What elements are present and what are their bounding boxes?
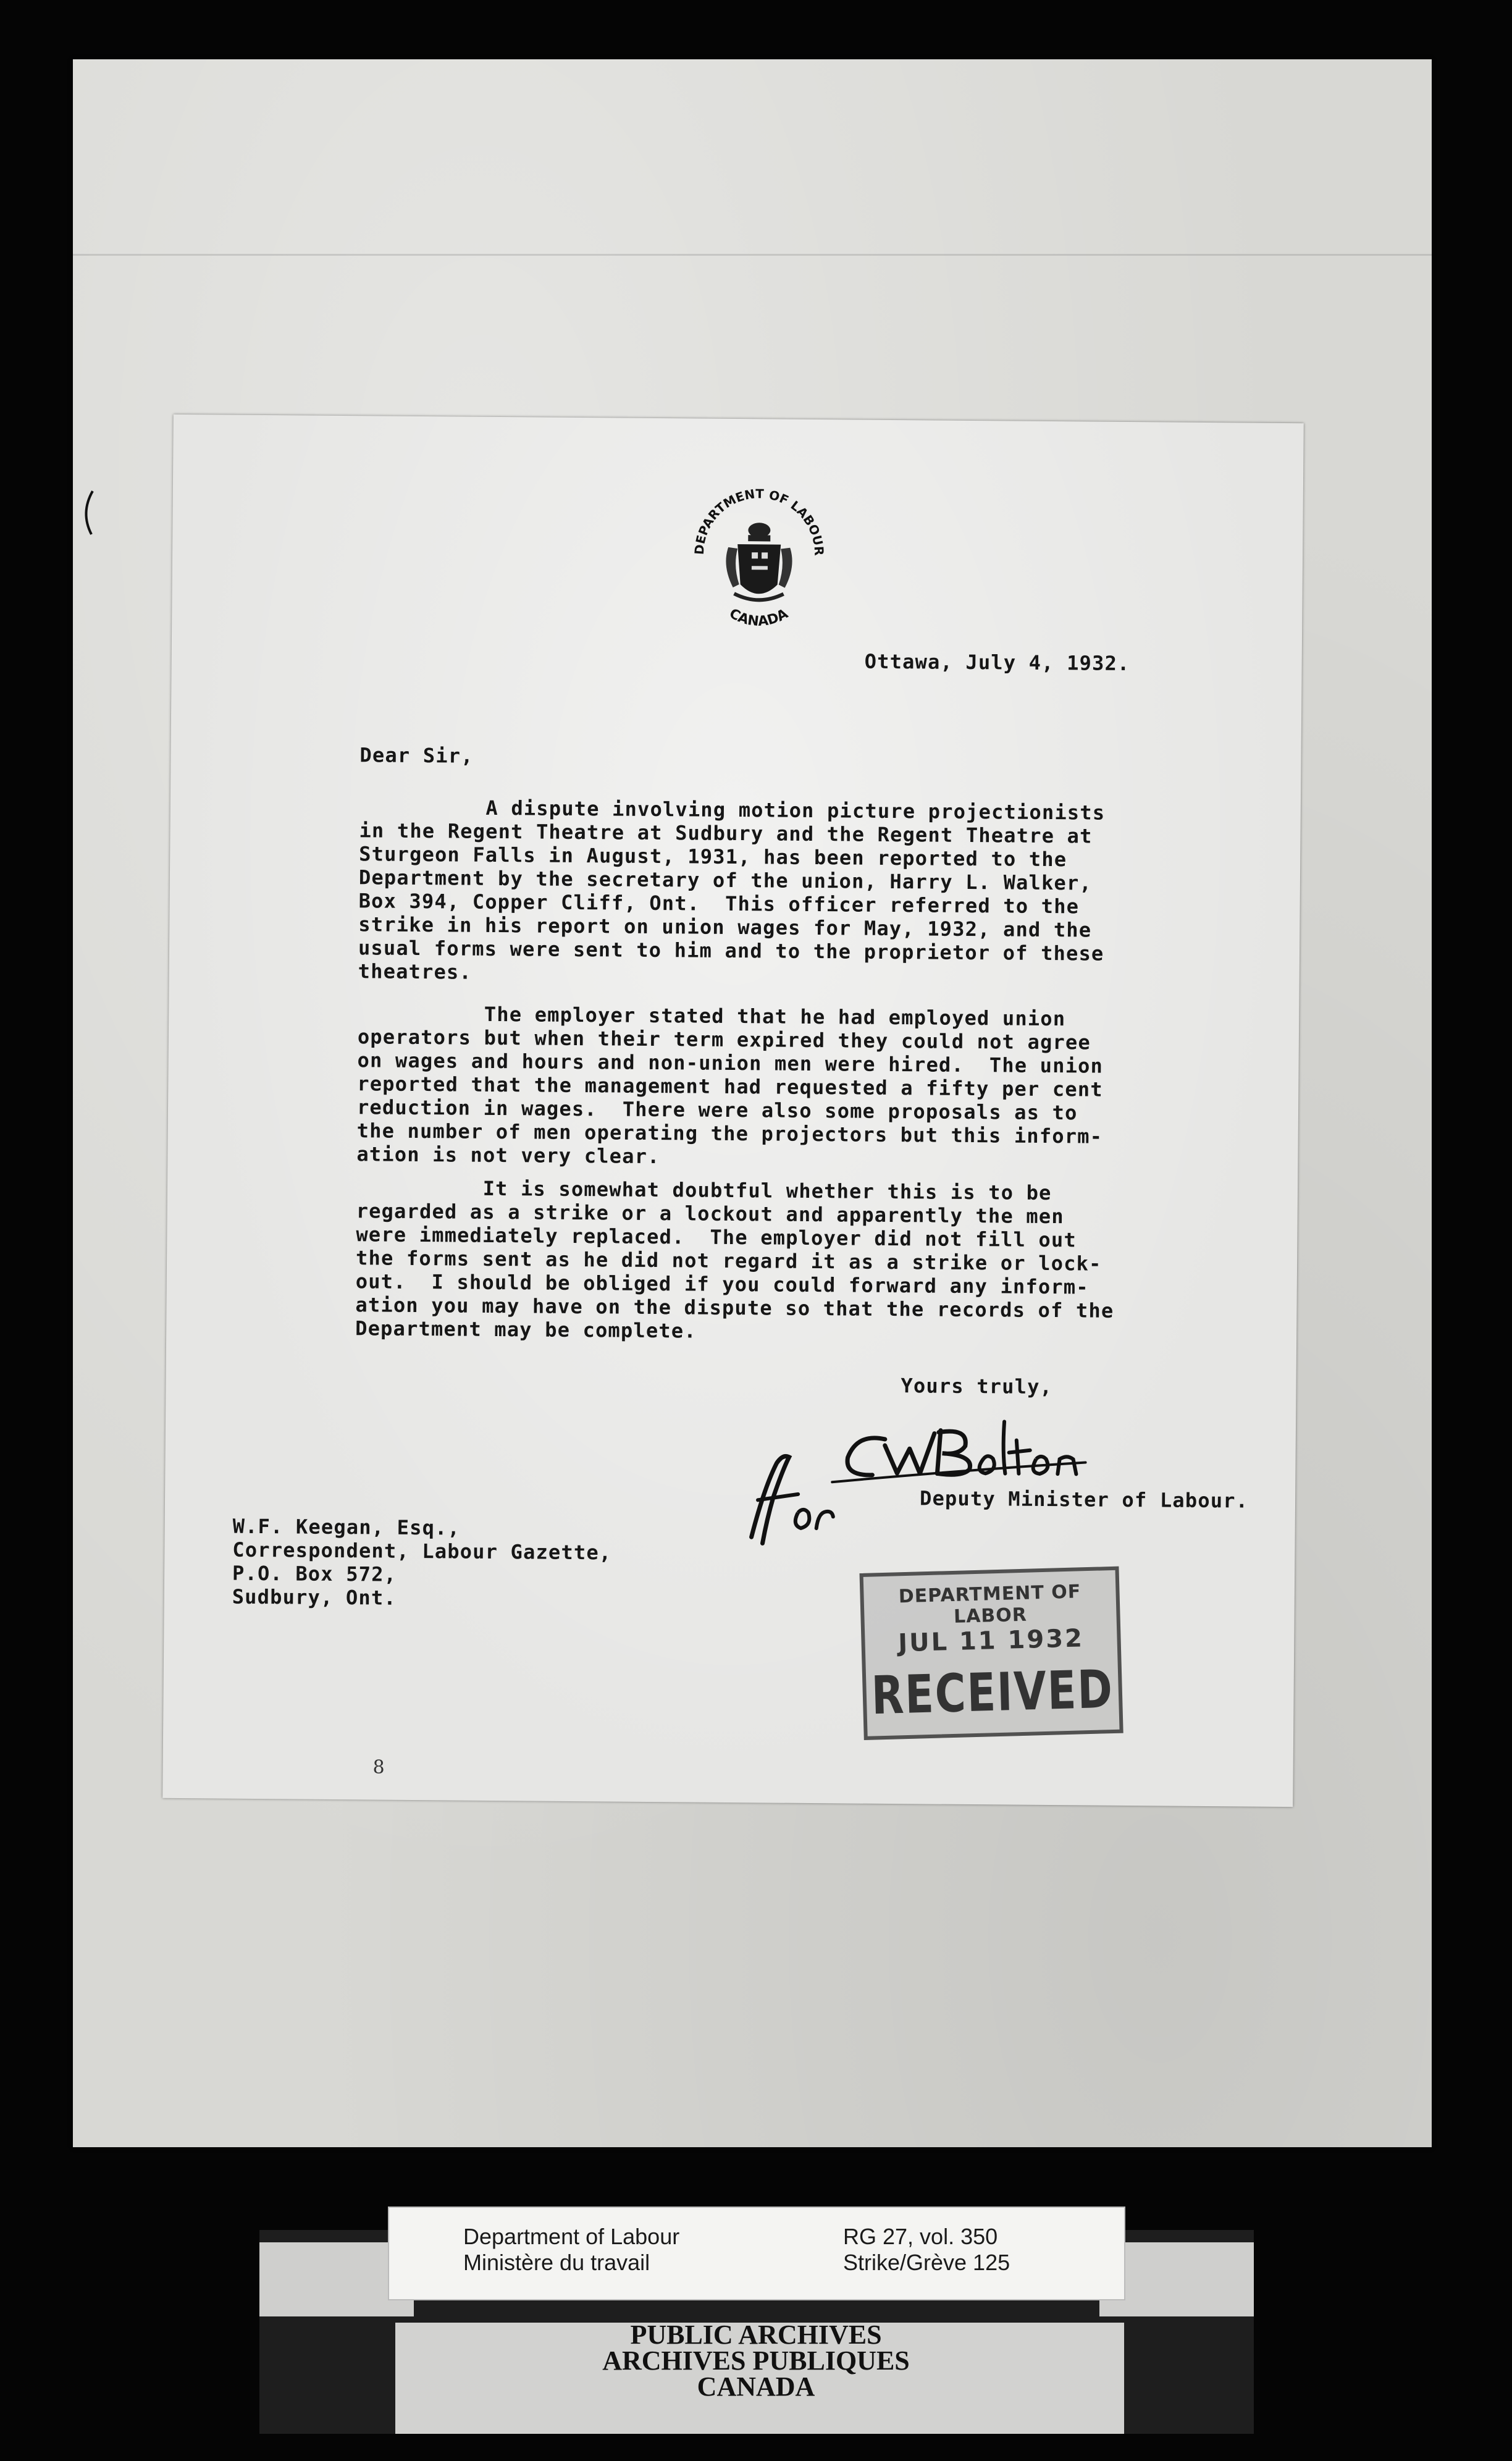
paragraph-2: The employer stated that he had employed union operators but when their term expired they could not agree on wages and hours and non-union men were hired. The union reported that the management had requested a fifty per cent reduction in wages. There were also some proposals as to the number of men operating the projectors but this inform- ation is not very clear. [356,1001,1104,1169]
label-department-fr: Ministère du travail [463,2250,650,2275]
stamp-department: DEPARTMENT OF LABOR [898,1581,1082,1628]
label-record-group: RG 27, vol. 350 [843,2224,998,2249]
stamp-status: RECEIVED [870,1659,1115,1727]
paragraph-3: It is somewhat doubtful whether this is to be regarded as a strike or a lockout and apparently the men were immediately replaced. The employer did not fill out the forms sent as he did not regard it as a strike or lock- out. I should be obliged if you could forward any inform- ation you may have on the dispute so that the records of the Department may be complete. [355,1176,1114,1343]
letterhead-bottom-text: CANADA [726,605,791,630]
stamp-date: JUL 11 1932 [897,1624,1085,1658]
closing: Yours truly, [901,1374,1053,1399]
svg-text:CANADA [726,606,791,630]
label-reference [843,2224,1010,2276]
archive-title-fr: ARCHIVES PUBLIQUES [602,2345,910,2376]
label-department-en: Department of Labour [463,2224,680,2249]
archive-title-country: CANADA [697,2371,815,2402]
coat-of-arms-icon [678,473,840,641]
paragraph-1: A dispute involving motion picture projectionists in the Regent Theatre at Sudbury and the Regent Theatre at Sturgeon Falls in August, 1931, has been reported to the Department by the secretary of the union, Harry L. Walker, Box 394, Copper Cliff, Ont. This officer referred to the strike in his report on union wages for May, 1932, and the usual forms were sent to him and to the proprietor of these theatres. [358,795,1106,984]
salutation: Dear Sir, [359,743,474,768]
label-strike-number: Strike/Grève 125 [843,2250,1010,2275]
paper-crease [73,254,1432,256]
letterhead [678,473,840,641]
edge-bracket-mark [74,488,99,537]
margin-mark: 8 [372,1756,385,1778]
letter-sheet [162,414,1304,1807]
signature-title: Deputy Minister of Labour. [919,1486,1249,1513]
letterhead-top-text: DEPARTMENT OF LABOUR [691,486,827,556]
archive-label [388,2206,1125,2300]
label-department [463,2224,679,2276]
handwritten-signature [739,1395,1172,1552]
letter-date: Ottawa, July 4, 1932. [864,649,1130,676]
addressee-block: W.F. Keegan, Esq., Correspondent, Labour Gazette, P.O. Box 572, Sudbury, Ont. [232,1514,612,1610]
archive-title-en: PUBLIC ARCHIVES [630,2320,882,2350]
received-stamp [860,1567,1124,1740]
